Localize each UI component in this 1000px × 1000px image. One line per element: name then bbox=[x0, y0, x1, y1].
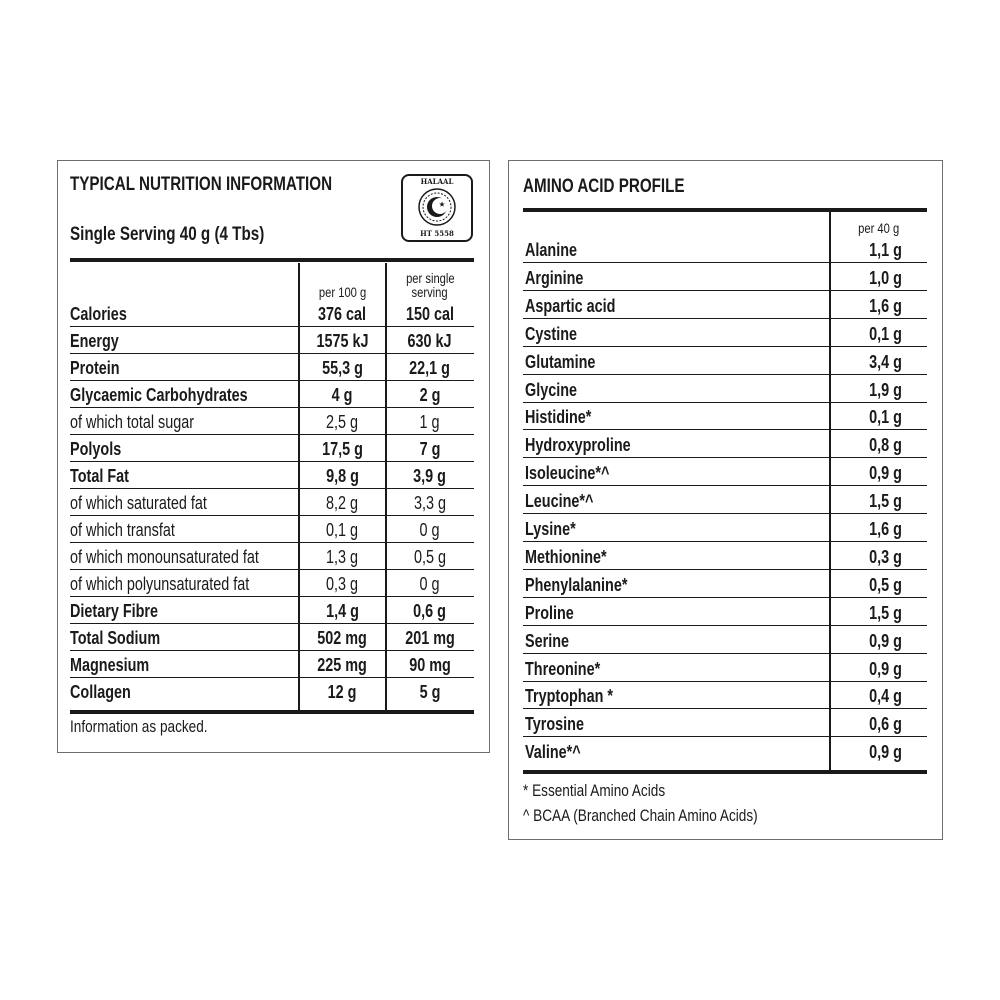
amino-acid-value: 0,4 g bbox=[869, 686, 903, 707]
header-divider bbox=[70, 258, 474, 262]
nutrition-title: TYPICAL NUTRITION INFORMATION bbox=[70, 174, 333, 195]
per-serving-value: 0 g bbox=[419, 574, 441, 594]
bcaa-footnote: ^ BCAA (Branched Chain Amino Acids) bbox=[523, 806, 758, 825]
per-serving-value: 90 mg bbox=[409, 655, 451, 675]
amino-acid-value: 0,9 g bbox=[869, 742, 903, 763]
per-100g-value: 376 cal bbox=[318, 304, 367, 324]
amino-acid-value: 0,8 g bbox=[869, 435, 903, 456]
nutrient-label: Protein bbox=[70, 358, 120, 378]
amino-acid-row bbox=[523, 319, 927, 347]
amino-acid-label: Serine bbox=[525, 630, 570, 651]
nutrition-row bbox=[70, 408, 474, 435]
nutrition-row bbox=[70, 678, 474, 705]
nutrient-label: of which total sugar bbox=[70, 412, 195, 432]
amino-acid-label: Cystine bbox=[525, 323, 578, 344]
nutrition-row bbox=[70, 300, 474, 327]
information-footnote: Information as packed. bbox=[70, 717, 208, 736]
per-serving-value: 3,9 g bbox=[413, 466, 447, 486]
per-100g-value: 9,8 g bbox=[326, 466, 359, 486]
amino-acid-value: 0,3 g bbox=[869, 546, 903, 567]
per-100g-value: 225 mg bbox=[317, 655, 368, 675]
nutrient-label: of which monounsaturated fat bbox=[70, 547, 259, 567]
nutrient-label: Dietary Fibre bbox=[70, 601, 159, 621]
amino-acid-row bbox=[523, 681, 927, 709]
per-100g-value: 55,3 g bbox=[322, 358, 363, 378]
per-100g-value: 1,4 g bbox=[326, 601, 359, 621]
per-serving-value: 201 mg bbox=[405, 628, 455, 648]
amino-acid-label: Tyrosine bbox=[525, 714, 584, 735]
nutrition-row bbox=[70, 543, 474, 570]
amino-acid-label: Proline bbox=[525, 602, 574, 623]
per-serving-value: 150 cal bbox=[405, 304, 455, 324]
per-100g-value: 0,1 g bbox=[326, 520, 359, 540]
nutrition-row bbox=[70, 327, 474, 354]
amino-acid-value: 0,9 g bbox=[869, 463, 903, 484]
amino-acid-row bbox=[523, 291, 927, 319]
amino-acid-row bbox=[523, 514, 927, 542]
nutrient-label: Collagen bbox=[70, 682, 131, 702]
nutrient-label: Calories bbox=[70, 304, 127, 324]
amino-acid-label: Glutamine bbox=[525, 351, 596, 372]
nutrient-label: Glycaemic Carbohydrates bbox=[70, 385, 248, 405]
amino-acid-value: 0,5 g bbox=[869, 574, 903, 595]
per-serving-value: 630 kJ bbox=[407, 331, 453, 351]
nutrition-row bbox=[70, 516, 474, 543]
amino-acid-label: Hydroxyproline bbox=[525, 435, 631, 456]
nutrition-row bbox=[70, 354, 474, 381]
nutrient-label: of which polyunsaturated fat bbox=[70, 574, 250, 594]
amino-acid-value: 0,6 g bbox=[869, 714, 903, 735]
per-serving-header: per single serving bbox=[405, 270, 455, 300]
halaal-certification-badge bbox=[401, 174, 473, 242]
amino-acid-label: Valine*^ bbox=[525, 742, 581, 763]
amino-acid-value: 1,9 g bbox=[869, 379, 903, 400]
amino-acid-value: 1,1 g bbox=[869, 240, 903, 260]
amino-acid-label: Aspartic acid bbox=[525, 295, 616, 316]
amino-acid-row bbox=[523, 402, 927, 430]
amino-acid-label: Arginine bbox=[525, 267, 584, 288]
nutrition-row bbox=[70, 489, 474, 516]
amino-acid-row bbox=[523, 263, 927, 291]
per-serving-value: 0 g bbox=[419, 520, 441, 540]
amino-acid-value: 1,6 g bbox=[869, 295, 903, 316]
nutrient-label: Total Fat bbox=[70, 466, 129, 486]
amino-acid-row bbox=[523, 542, 927, 570]
serving-size-title: Single Serving 40 g (4 Tbs) bbox=[70, 224, 265, 245]
nutrition-row bbox=[70, 597, 474, 624]
amino-acid-label: Glycine bbox=[525, 379, 578, 400]
amino-acid-label: Lysine* bbox=[525, 519, 576, 539]
halaal-crescent-icon bbox=[417, 187, 457, 227]
amino-acid-row bbox=[523, 598, 927, 626]
amino-acid-value: 0,1 g bbox=[869, 323, 903, 344]
per-serving-value: 2 g bbox=[419, 385, 441, 405]
amino-acid-label: Threonine* bbox=[525, 658, 601, 679]
nutrient-label: Total Sodium bbox=[70, 628, 161, 648]
amino-acid-row bbox=[523, 430, 927, 458]
nutrient-label: Energy bbox=[70, 331, 119, 351]
amino-acid-value: 3,4 g bbox=[869, 351, 903, 372]
amino-acid-row bbox=[523, 626, 927, 654]
per-100g-value: 8,2 g bbox=[326, 493, 359, 513]
amino-acid-label: Phenylalanine* bbox=[525, 574, 628, 595]
amino-acid-row bbox=[523, 570, 927, 598]
amino-acid-value: 1,5 g bbox=[869, 602, 903, 623]
essential-amino-footnote: * Essential Amino Acids bbox=[523, 781, 666, 800]
amino-acid-label: Methionine* bbox=[525, 546, 607, 567]
nutrient-label: Polyols bbox=[70, 439, 122, 459]
nutrition-row bbox=[70, 624, 474, 651]
amino-acid-value: 1,0 g bbox=[869, 267, 903, 288]
per-40g-header: per 40 g bbox=[858, 220, 900, 236]
per-100g-value: 1,3 g bbox=[326, 547, 359, 567]
per-serving-value: 5 g bbox=[419, 682, 441, 702]
per-serving-value: 1 g bbox=[419, 412, 441, 432]
per-100g-value: 1575 kJ bbox=[316, 331, 369, 351]
per-100g-value: 0,3 g bbox=[326, 574, 359, 594]
per-100g-value: 17,5 g bbox=[322, 439, 363, 459]
amino-acid-label: Alanine bbox=[525, 240, 578, 260]
per-100g-value: 2,5 g bbox=[326, 412, 359, 432]
amino-acid-row bbox=[523, 458, 927, 486]
nutrition-row bbox=[70, 435, 474, 462]
amino-acid-value: 0,9 g bbox=[869, 658, 903, 679]
amino-acid-panel bbox=[508, 160, 943, 840]
per-serving-value: 22,1 g bbox=[409, 358, 451, 378]
amino-acid-label: Isoleucine*^ bbox=[525, 463, 610, 484]
nutrient-label: of which transfat bbox=[70, 520, 175, 540]
nutrient-label: of which saturated fat bbox=[70, 493, 207, 513]
amino-acid-value: 0,9 g bbox=[869, 630, 903, 651]
per-serving-value: 0,5 g bbox=[413, 547, 447, 567]
table-bottom-rule bbox=[70, 710, 474, 714]
halaal-badge-text: HALAAL bbox=[420, 177, 454, 186]
amino-acid-row bbox=[523, 375, 927, 403]
per-serving-value: 7 g bbox=[419, 439, 441, 459]
amino-acid-label: Leucine*^ bbox=[525, 491, 594, 512]
per-100g-value: 12 g bbox=[328, 682, 357, 702]
amino-acid-row bbox=[523, 654, 927, 682]
nutrition-row bbox=[70, 462, 474, 489]
amino-acid-value: 0,1 g bbox=[869, 407, 903, 428]
amino-acid-value: 1,6 g bbox=[869, 519, 903, 539]
amino-acid-row bbox=[523, 486, 927, 514]
per-serving-value: 0,6 g bbox=[413, 601, 447, 621]
amino-title: AMINO ACID PROFILE bbox=[523, 176, 685, 197]
per-100g-value: 4 g bbox=[332, 385, 353, 405]
per-100g-value: 502 mg bbox=[317, 628, 368, 648]
nutrition-row bbox=[70, 381, 474, 408]
nutrition-row bbox=[70, 570, 474, 597]
amino-acid-row bbox=[523, 737, 927, 765]
amino-acid-label: Histidine* bbox=[525, 407, 592, 428]
amino-acid-row bbox=[523, 347, 927, 375]
nutrient-label: Magnesium bbox=[70, 655, 150, 675]
amino-bottom-rule bbox=[523, 770, 927, 774]
amino-acid-row bbox=[523, 709, 927, 737]
nutrition-row bbox=[70, 651, 474, 678]
nutrition-info-panel bbox=[57, 160, 490, 753]
amino-acid-label: Tryptophan * bbox=[525, 686, 614, 707]
per-serving-value: 3,3 g bbox=[413, 493, 447, 513]
amino-acid-row bbox=[523, 235, 927, 263]
amino-header-divider bbox=[523, 208, 927, 212]
amino-acid-value: 1,5 g bbox=[869, 491, 903, 512]
halaal-badge-number: HT 5558 bbox=[420, 229, 454, 238]
per-100g-header: per 100 g bbox=[318, 284, 367, 300]
